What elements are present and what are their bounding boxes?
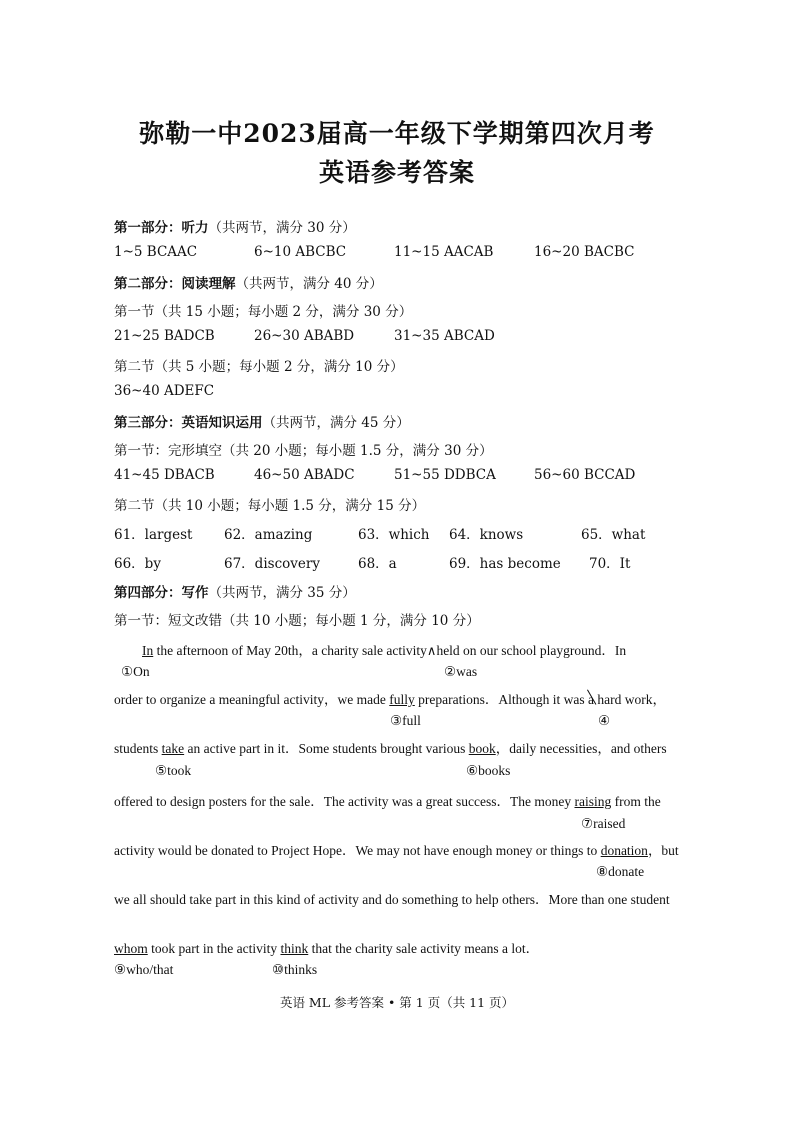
part3-heading-line (114, 411, 410, 431)
correction: ②was (444, 664, 478, 679)
fill-answer: 68．a (358, 556, 397, 572)
error-word: whom (114, 941, 148, 956)
part2-heading-line (114, 272, 383, 292)
fill-answer: 62．amazing (224, 527, 313, 543)
fill-answer: 67．discovery (224, 556, 320, 572)
answer-group: 26~30 ABABD (254, 328, 355, 344)
passage-line (114, 839, 682, 859)
passage-text: preparations．Although it was (418, 692, 585, 707)
part1-heading-line (114, 216, 356, 236)
error-word: think (280, 941, 309, 956)
answer-group: 31~35 ABCAD (394, 328, 495, 344)
part1-answers (114, 244, 684, 264)
part2-section2: 第二节（共 5 小题；每小题 2 分，满分 10 分） (114, 359, 404, 375)
fill-answer: 70．It (589, 556, 631, 572)
passage-text: the afternoon of May 20th，a charity sale activity (156, 643, 427, 658)
passage-text: order to organize a meaningful activity，we made (114, 692, 386, 707)
error-word: fully (389, 692, 415, 707)
passage-line (114, 790, 682, 810)
correction: ⑤took (155, 763, 192, 778)
passage-text: we all should take part in this kind of activity and do something to help others．More than one student (114, 892, 670, 907)
correction: ①On (121, 664, 150, 679)
passage-text: ，daily necessities，and others (495, 741, 667, 756)
part3-section1-answers (114, 467, 684, 487)
correction: ③full (390, 713, 421, 728)
passage-line (114, 688, 682, 708)
part3-heading: 第三部分：英语知识运用 (114, 415, 263, 431)
correction: ④ (598, 713, 611, 728)
correction-passage (114, 639, 682, 984)
part2-note: （共两节，满分 40 分） (235, 276, 383, 292)
answer-group: 46~50 ABADC (254, 467, 355, 483)
answer-group: 11~15 AACAB (394, 244, 494, 260)
page-title: 弥勒一中2023届高一年级下学期第四次月考 (139, 119, 655, 148)
passage-text: an active part in it．Some students brought various (187, 741, 466, 756)
part1-heading: 第一部分：听力 (114, 220, 209, 236)
part3-section1: 第一节：完形填空（共 20 小题；每小题 1.5 分，满分 30 分） (114, 443, 493, 459)
error-word: In (142, 643, 154, 658)
correction: ⑧donate (596, 864, 645, 879)
passage-line (114, 737, 682, 757)
part4-note: （共两节，满分 35 分） (208, 585, 356, 601)
fill-answer: 69．has become (449, 556, 561, 572)
answer-group: 41~45 DBACB (114, 467, 215, 483)
part4-heading-line (114, 581, 356, 601)
answer-group: 51~55 DDBCA (394, 467, 496, 483)
fill-answer: 66．by (114, 556, 161, 572)
passage-text: held on our school playground．In (436, 643, 627, 658)
error-word: take (161, 741, 185, 756)
part1-note: （共两节，满分 30 分） (208, 220, 356, 236)
passage-text: offered to design posters for the sale．The activity was a great success．The money (114, 794, 572, 809)
answer-group: 1~5 BCAAC (114, 244, 198, 260)
passage-text: students (114, 741, 159, 756)
part3-section2-row2 (114, 552, 684, 572)
part3-section2-row1 (114, 523, 684, 543)
error-word: donation (600, 843, 648, 858)
passage-text: hard work， (597, 692, 666, 707)
delete-mark: a (588, 692, 595, 707)
answer-group: 21~25 BADCB (114, 328, 215, 344)
passage-text: took part in the activity (151, 941, 278, 956)
page-footer: 英语 ML 参考答案 • 第 1 页（共 11 页） (279, 995, 515, 1010)
passage-line (114, 888, 682, 908)
fill-answer: 63．which (358, 527, 430, 543)
error-word: book (468, 741, 496, 756)
correction: ⑦raised (581, 816, 626, 831)
answer-group: 36~40 ADEFC (114, 383, 215, 399)
part3-section2: 第二节（共 10 小题；每小题 1.5 分，满分 15 分） (114, 498, 426, 514)
part2-section2-answers (114, 383, 684, 403)
passage-text: from the (614, 794, 661, 809)
passage-text: that the charity sale activity means a lot． (311, 941, 540, 956)
part2-heading: 第二部分：阅读理解 (114, 276, 236, 292)
error-word: raising (574, 794, 612, 809)
part2-section1: 第一节（共 15 小题；每小题 2 分，满分 30 分） (114, 304, 413, 320)
correction: ⑩thinks (272, 962, 318, 977)
passage-text: ，but (647, 843, 679, 858)
fill-answer: 61．largest (114, 527, 193, 543)
passage-line (114, 937, 539, 957)
insert-mark: ∧ (426, 643, 437, 658)
correction: ⑨who/that (114, 962, 174, 977)
passage-text: activity would be donated to Project Hope．We may not have enough money or things to (114, 843, 598, 858)
part4-heading: 第四部分：写作 (114, 585, 209, 601)
correction: ⑥books (466, 763, 511, 778)
passage-line (114, 639, 682, 659)
part4-section1: 第一节：短文改错（共 10 小题；每小题 1 分，满分 10 分） (114, 613, 480, 629)
fill-answer: 64．knows (449, 527, 524, 543)
page-subtitle: 英语参考答案 (318, 158, 475, 187)
part2-section1-answers (114, 328, 684, 348)
answer-group: 16~20 BACBC (534, 244, 635, 260)
answer-group: 6~10 ABCBC (254, 244, 347, 260)
fill-answer: 65．what (581, 527, 646, 543)
answer-group: 56~60 BCCAD (534, 467, 636, 483)
part3-note: （共两节，满分 45 分） (262, 415, 410, 431)
